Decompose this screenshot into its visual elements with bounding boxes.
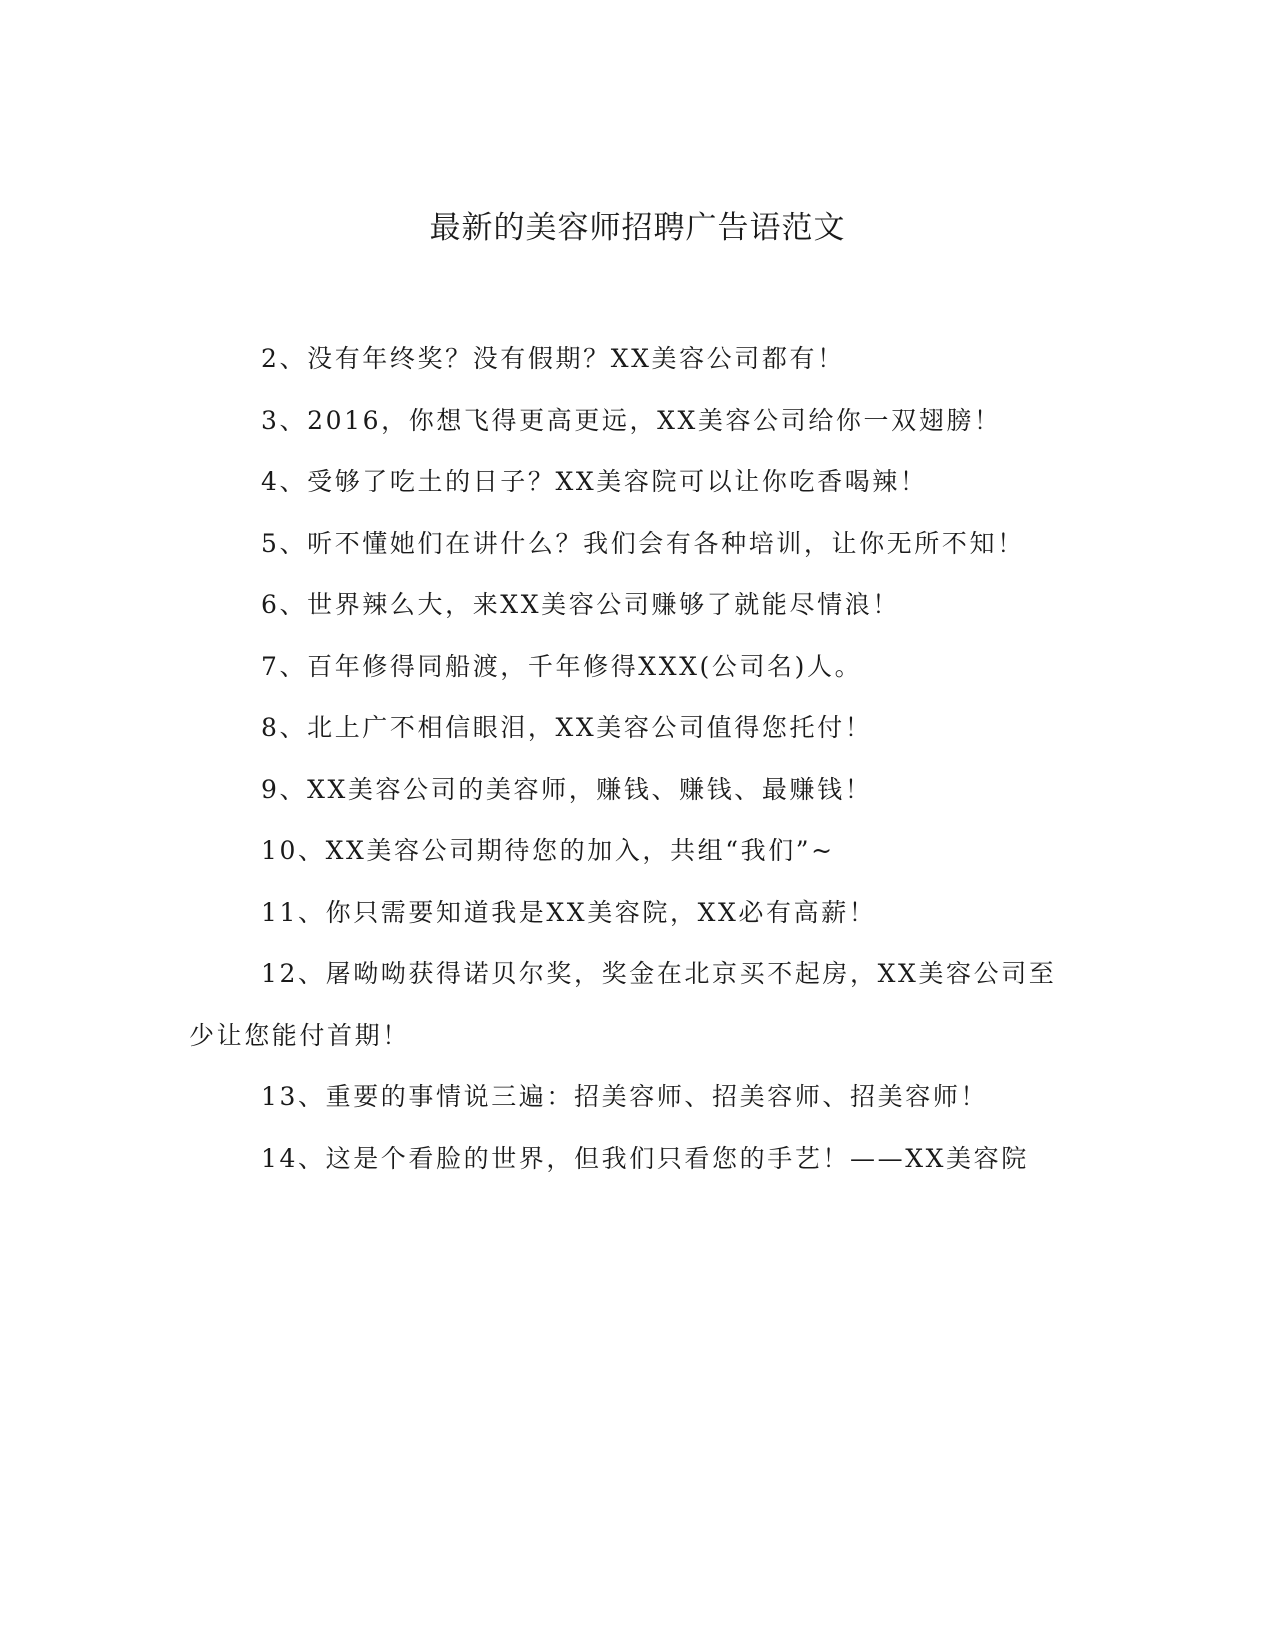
slogan-paragraph: 11、你只需要知道我是XX美容院，XX必有高薪！ bbox=[261, 897, 877, 927]
slogan-paragraph: 5、听不懂她们在讲什么？我们会有各种培训，让你无所不知！ bbox=[261, 528, 1025, 558]
slogan-paragraph: 9、XX美容公司的美容师，赚钱、赚钱、最赚钱！ bbox=[261, 774, 873, 804]
slogan-paragraph: 4、受够了吃土的日子？XX美容院可以让你吃香喝辣！ bbox=[261, 467, 928, 496]
document-title: 最新的美容师招聘广告语范文 bbox=[429, 210, 846, 246]
slogan-paragraph: 10、XX美容公司期待您的加入，共组“我们”~ bbox=[261, 836, 835, 865]
slogan-paragraph: 14、这是个看脸的世界，但我们只看您的手艺！——XX美容院 bbox=[261, 1143, 1029, 1173]
slogan-paragraph: 3、2016，你想飞得更高更远，XX美容公司给你一双翅膀！ bbox=[261, 405, 1002, 435]
slogan-paragraph: 12、屠呦呦获得诺贝尔奖，奖金在北京买不起房，XX美容公司至少让您能付首期！ bbox=[189, 959, 1057, 1050]
slogan-paragraph: 2、没有年终奖？没有假期？XX美容公司都有！ bbox=[261, 344, 845, 373]
slogan-paragraph: 7、百年修得同船渡，千年修得XXX(公司名)人。 bbox=[261, 651, 863, 681]
slogan-paragraph: 13、重要的事情说三遍：招美容师、招美容师、招美容师！ bbox=[261, 1082, 989, 1111]
slogan-paragraph: 8、北上广不相信眼泪，XX美容公司值得您托付！ bbox=[261, 713, 873, 742]
document-body bbox=[189, 328, 1069, 1189]
slogan-paragraph: 6、世界辣么大，来XX美容公司赚够了就能尽情浪！ bbox=[261, 590, 900, 619]
